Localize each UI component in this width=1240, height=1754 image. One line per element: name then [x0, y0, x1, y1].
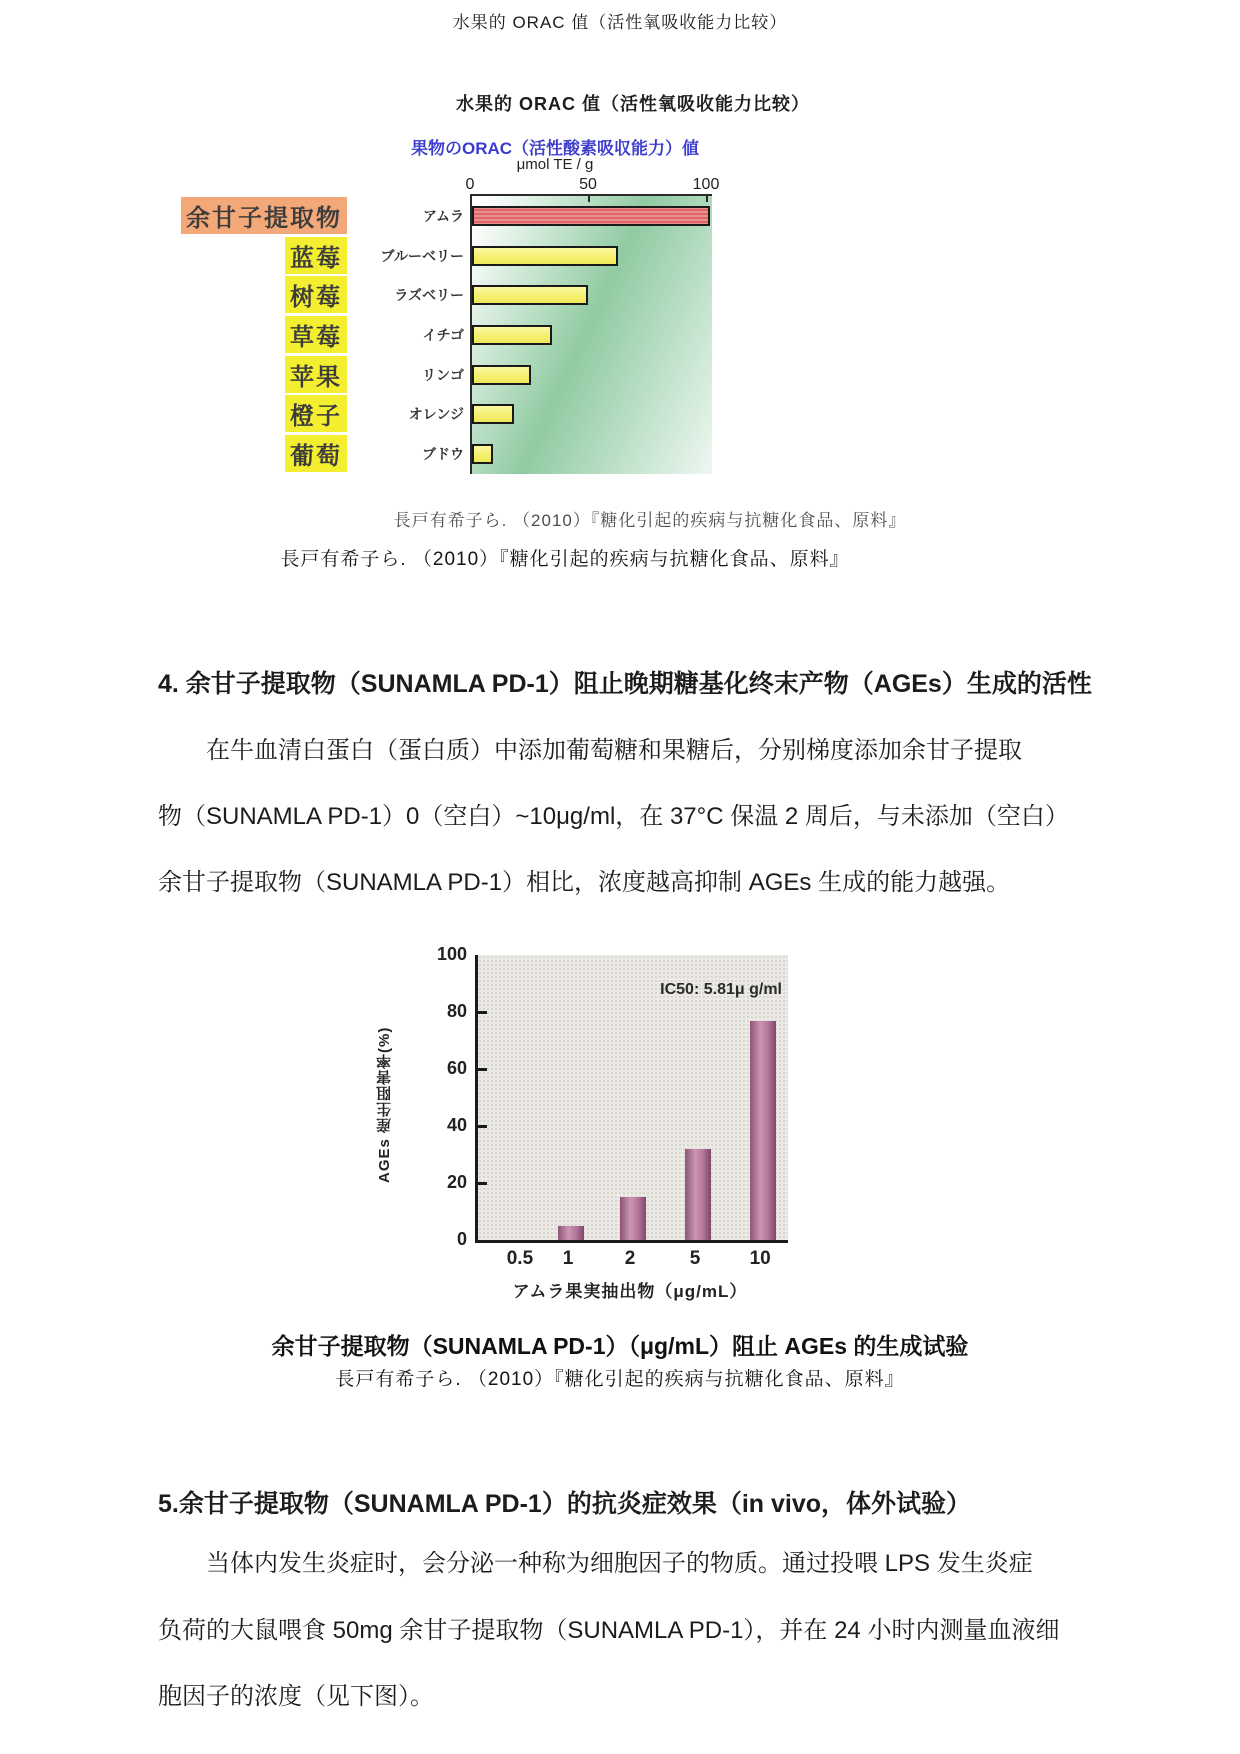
figure1-source-caption-image: 長戸有希子ら. （2010）『糖化引起的疾病与抗糖化食品、原料』 — [393, 511, 907, 530]
orac-overlay-label: 蓝莓 — [285, 237, 347, 274]
section5-paragraph-line: 胞因子的浓度（见下图）。 — [158, 1683, 434, 1710]
ages-xtick-label: 5 — [689, 1248, 701, 1269]
figure2-caption-title: 余甘子提取物（SUNAMLA PD-1）（μg/mL）阻止 AGEs 的生成试验 — [271, 1333, 969, 1359]
ages-axis-tickmark — [478, 1125, 487, 1128]
document-header-title: 水果的 ORAC 值（活性氧吸收能力比较） — [452, 13, 788, 32]
ages-ytick-label: 60 — [446, 1058, 467, 1078]
ages-xtick-label: 2 — [624, 1248, 636, 1269]
ages-axis-tickmark — [478, 1011, 487, 1014]
section4-heading: 4. 余甘子提取物（SUNAMLA PD-1）阻止晚期糖基化终末产物（AGEs）生成的活性 — [158, 670, 1092, 698]
ages-xtick-label: 0.5 — [506, 1248, 534, 1269]
ages-bar — [558, 1226, 584, 1240]
orac-overlay-label: 草莓 — [285, 316, 347, 353]
figure2-source-caption: 長戸有希子ら. （2010）『糖化引起的疾病与抗糖化食品、原料』 — [335, 1369, 905, 1390]
ages-ytick-label: 40 — [446, 1115, 467, 1135]
ages-ic50-annotation: IC50: 5.81μ g/ml — [660, 981, 782, 998]
ages-axis-tickmark — [478, 1182, 487, 1185]
orac-bar — [472, 404, 514, 424]
orac-chart-unit: μmol TE / g — [516, 156, 594, 173]
orac-overlay-label: 余甘子提取物 — [181, 197, 347, 234]
orac-overlay-label: 苹果 — [285, 356, 347, 393]
ages-chart-figure — [360, 905, 800, 1305]
orac-chart-title: 果物のORAC（活性酸素吸収能力）値 — [410, 139, 700, 158]
orac-category-label: ブルーベリー — [380, 247, 464, 264]
orac-bar — [472, 444, 493, 464]
ages-xtick-label: 10 — [749, 1248, 771, 1269]
ages-ytick-label: 0 — [456, 1229, 467, 1249]
orac-bar — [472, 365, 531, 385]
orac-bar — [472, 325, 552, 345]
figure1-source-caption: 長戸有希子ら. （2010）『糖化引起的疾病与抗糖化食品、原料』 — [280, 549, 850, 570]
orac-overlay-label: 橙子 — [285, 395, 347, 432]
section5-paragraph-line: 当体内发生炎症时，会分泌一种称为细胞因子的物质。通过投喂 LPS 发生炎症 — [206, 1550, 1033, 1577]
orac-category-labels — [368, 194, 470, 472]
ages-chart-xlabel: アムラ果実抽出物（μg/mL） — [512, 1282, 748, 1301]
section4-paragraph-line: 在牛血清白蛋白（蛋白质）中添加葡萄糖和果糖后，分别梯度添加余甘子提取 — [206, 737, 1022, 764]
section4-paragraph-line: 余甘子提取物（SUNAMLA PD-1）相比，浓度越高抑制 AGEs 生成的能力越强。 — [158, 869, 1011, 896]
orac-overlay-label: 树莓 — [285, 276, 347, 313]
ages-bar — [750, 1021, 776, 1240]
ages-ytick-label: 20 — [446, 1172, 467, 1192]
ages-bar — [685, 1149, 711, 1240]
ages-bar — [620, 1197, 646, 1240]
section4-paragraph-line: 物（SUNAMLA PD-1）0（空白）~10μg/ml，在 37°C 保温 2 周后，与未添加（空白） — [158, 803, 1069, 830]
orac-chart-body — [368, 194, 742, 472]
ages-ytick-label: 80 — [446, 1001, 467, 1021]
orac-bar — [472, 206, 710, 226]
section5-paragraph-line: 负荷的大鼠喂食 50mg 余甘子提取物（SUNAMLA PD-1），并在 24 小时内测量血液细 — [158, 1617, 1060, 1644]
orac-chart-figure — [368, 128, 742, 492]
orac-xtick-label: 0 — [465, 176, 475, 193]
orac-category-label: ラズベリー — [394, 287, 464, 304]
orac-xtick-label: 50 — [579, 176, 597, 193]
section5-heading: 5.余甘子提取物（SUNAMLA PD-1）的抗炎症效果（in vivo，体外试验） — [158, 1490, 972, 1518]
orac-category-label: ブドウ — [422, 446, 464, 463]
orac-category-label: アムラ — [422, 207, 464, 224]
orac-category-label: オレンジ — [408, 406, 464, 423]
orac-category-label: イチゴ — [422, 327, 464, 343]
ages-ytick-label: 100 — [436, 944, 467, 964]
ages-axis-tickmark — [478, 1068, 487, 1071]
orac-axis-tickmark — [588, 196, 590, 202]
orac-plot-area — [470, 194, 712, 474]
figure1-heading: 水果的 ORAC 值（活性氧吸收能力比较） — [456, 94, 810, 114]
ages-plot-area — [475, 955, 788, 1243]
orac-overlay-label: 葡萄 — [285, 435, 347, 472]
orac-axis-tickmark — [706, 196, 708, 202]
ages-xtick-label: 1 — [562, 1248, 574, 1269]
orac-category-label: リンゴ — [422, 366, 464, 383]
ages-chart-ylabel: AGEs 産生阻害率(%) — [376, 1026, 393, 1184]
orac-bar — [472, 285, 588, 305]
orac-bar — [472, 246, 618, 266]
orac-xtick-label: 100 — [692, 176, 720, 193]
